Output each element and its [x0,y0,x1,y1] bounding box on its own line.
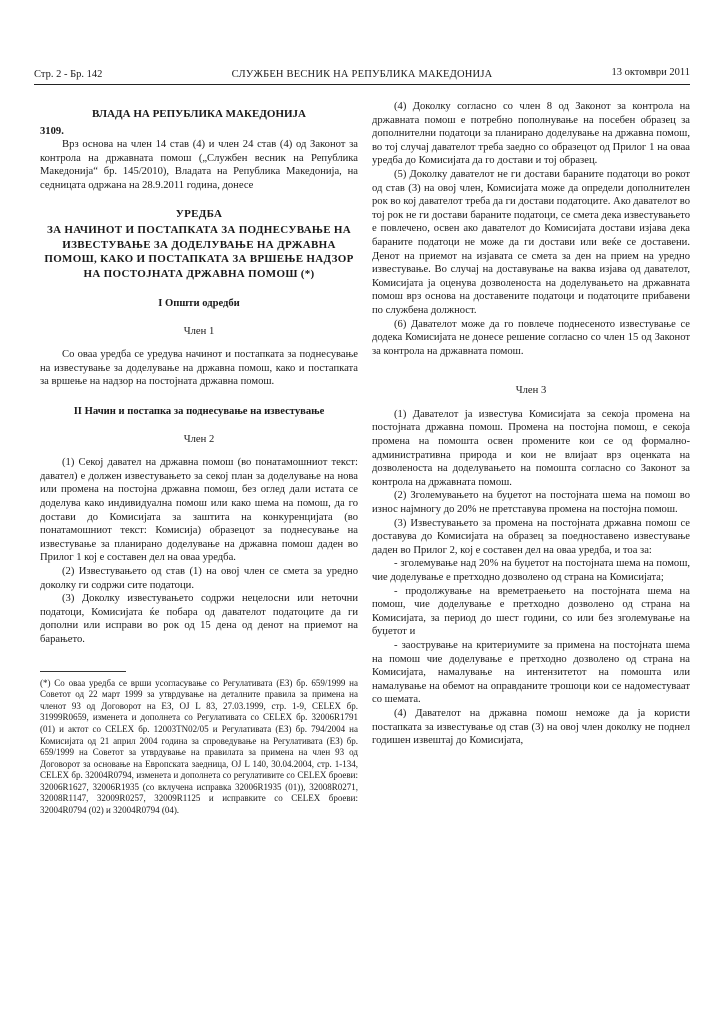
article-3-bullet-3: - заострување на критериумите за примена на постојната шема на помош чие доделување е претходно дозволено од страна на Комисијата, намалување на интензитетот на помошта или намалување на обемот на оправданите трошоци кои се надоместуваат со шемата. [372,639,690,706]
issue-date: 13 октомври 2011 [611,67,690,78]
journal-title: СЛУЖБЕН ВЕСНИК НА РЕПУБЛИКА МАКЕДОНИЈА [231,69,493,80]
left-column [40,100,358,817]
preamble: Врз основа на член 14 став (4) и член 24 став (4) од Законот за контрола на државната помош („Службен весник на Република Македонија“ бр. 145/2010), Владата на Република Македонија, на седницата одржана на 28.9.2011 година, донесе [40,139,358,191]
article-3-heading: Член 3 [515,385,547,397]
article-1-heading: Член 1 [183,325,215,337]
footnote: (*) Со оваа уредба се врши усогласување со Регулативата (ЕЗ) бр. 659/1999 на Советот од 22 март 1999 за утврдување на деталните правила за примена на членот 93 од Договорот на ЕЗ, OJ L 83, 27.03.1999, стр. 1-9, CELEX бр. 31999R0659, изменета и дополнета со Регулативата со CELEX бр. 32006R1791 (01) и актот со CELEX бр. 12003TN02/05 и Регулативата (ЕЗ) бр. 794/2004 на Комисијата од 21 април 2004 година за спроведување на Регулативата (ЕЗ) бр. 659/1999 на Советот за утврдување на правилата за примена на член 93 од Договорот за основање на Европската заедница, OJ L 140, 30.04.2004, стр. 1-134, CELEX бр. 32004R0794, изменета и дополнета со регулативите со CELEX броеви: 32006R1627, 32006R1935 (со вклучена исправка 32006R1935 (01)), 32008R0271, 32008R1147, 32009R0257, 32009R1125 и исправките со CELEX броеви: 32004R0794 (02) и 32004R0794 (04). [40,677,358,816]
article-2-heading: Член 2 [183,433,215,445]
footnote-divider [40,671,126,672]
decree-subtitle: ЗА НАЧИНОТ И ПОСТАПКАТА ЗА ПОДНЕСУВАЊЕ НА ИЗВЕСТУВАЊЕ ЗА ДОДЕЛУВАЊЕ НА ДРЖАВНА ПОМОШ, КАКО И ПОСТАПКАТА ЗА ВРШЕЊЕ НАДЗОР НА ПОСТОЈНАТА ДРЖАВНА ПОМОШ (*) [44,224,354,280]
article-2-paragraph-4: (4) Доколку согласно со член 8 од Законот за контрола на државната помош е потребно пополнување на посебен образец за дополнителни податоци за планирано доделување на државна помош, во тој случај давателот треба заедно со образецот од Прилог 1 на оваа уредба до Комисијата да го достави и тој образец. [372,101,690,167]
article-3-paragraph-4: (4) Давателот на државна помош неможе да ја користи постапката за известување од став (3) на овој член доколку не поднел годишен извештај до Комисијата, [372,707,690,747]
article-2-paragraph-1: (1) Секој давател на државна помош (во понатамошниот текст: давател) е должен известувањето за секој план за доделување на нова или промена на постојна државна помош, без оглед дали истата се доделува како индивидуална помош или како шема на помош, да го достави до Комисијата за заштита на конкуренцијата (во понатамошниот текст: Комисија) образецот за поднесување на известување за планирано доделување на државна помош даден во Прилог 1 кој е составен дел на оваа уредба. [40,457,358,564]
article-1-text: Со оваа уредба се уредува начинот и постапката за поднесување на известување за доделување на државна помош, како и постапката за вршење на надзор на постојната државна помош. [40,349,358,388]
decree-title: УРЕДБА [175,207,223,220]
section-heading-2: II Начин и постапка за поднесување на известување [73,406,325,418]
page-header [34,66,690,85]
article-2-paragraph-5: (5) Доколку давателот не ги достави бараните податоци во рокот од став (3) на овој член, Комисијата може да определи дополнителен рок во кој давателот треба да ги достави податоците. Ако давателот во тој рок не ги достави бараните податоци, се смета дека известувањето е повлечено, освен ако давателот до Комисијата достави изјава дека бараните податоци не може да ги достави или веќе се доставени. Денот на приемот на изјавата се смета за ден на прием на уредно известување. Во случај на доставување на ваква изјава од давателот, Комисијата ја оценува дозволеноста на доделувањето на државната помош врз основа на доставените податоци и податоците прибавени по службена должност. [372,168,690,316]
article-2-paragraph-6: (6) Давателот може да го повлече поднесеното известување се додека Комисијата не донесе решение согласно со член 15 од Законот за контрола на државната помош. [372,318,690,357]
article-3-paragraph-3: (3) Известувањето за промена на постојната државна помош се доставува до Комисијата на образец за поедноставено известување даден во Прилог 2, кој е составен дел на оваа уредба, и тоа за: [372,517,690,556]
government-heading: ВЛАДА НА РЕПУБЛИКА МАКЕДОНИЈА [92,108,306,120]
article-3-bullet-1: - зголемување над 20% на буџетот на постојната шема на помош, чие доделување е претходно дозволено од страна на Комисијата; [372,558,690,583]
article-2-paragraph-3: (3) Доколку известувањето содржи нецелосни или неточни податоци, Комисијата ќе побара од давателот податоците да ги дополни или исправи во рок од 15 дена од денот на приемот на барањето. [40,593,358,645]
article-3-bullet-2: - продолжување на времетраењето на постојната шема на помош, чие доделување е претходно дозволено од страна на Комисијата, за период до шест години, со или без зголемување на буџетот и [372,585,690,638]
act-number: 3109. [40,125,64,137]
article-3-paragraph-1: (1) Давателот ја известува Комисијата за секоја промена на постојната државна помош. Промена на постојна помош, е секоја промена на помошта освен промените кои се од формално-административна природа и кои не влијаат врз оценката на дозволеноста на доделувањето на помошта согласно со Законот за контрола на државната помош. [372,408,690,488]
page-number: Стр. 2 - Бр. 142 [34,69,103,80]
right-column [372,100,690,748]
section-heading-1: I Општи одредби [158,298,240,310]
article-2-paragraph-2: (2) Известувањето од став (1) на овој член се смета за уредно доколку ги содржи сите податоци. [40,565,358,591]
article-3-paragraph-2: (2) Зголемувањето на буџетот на постојната шема на помош во износ најмногу до 20% не претставува промена на постојна помош. [372,490,690,516]
